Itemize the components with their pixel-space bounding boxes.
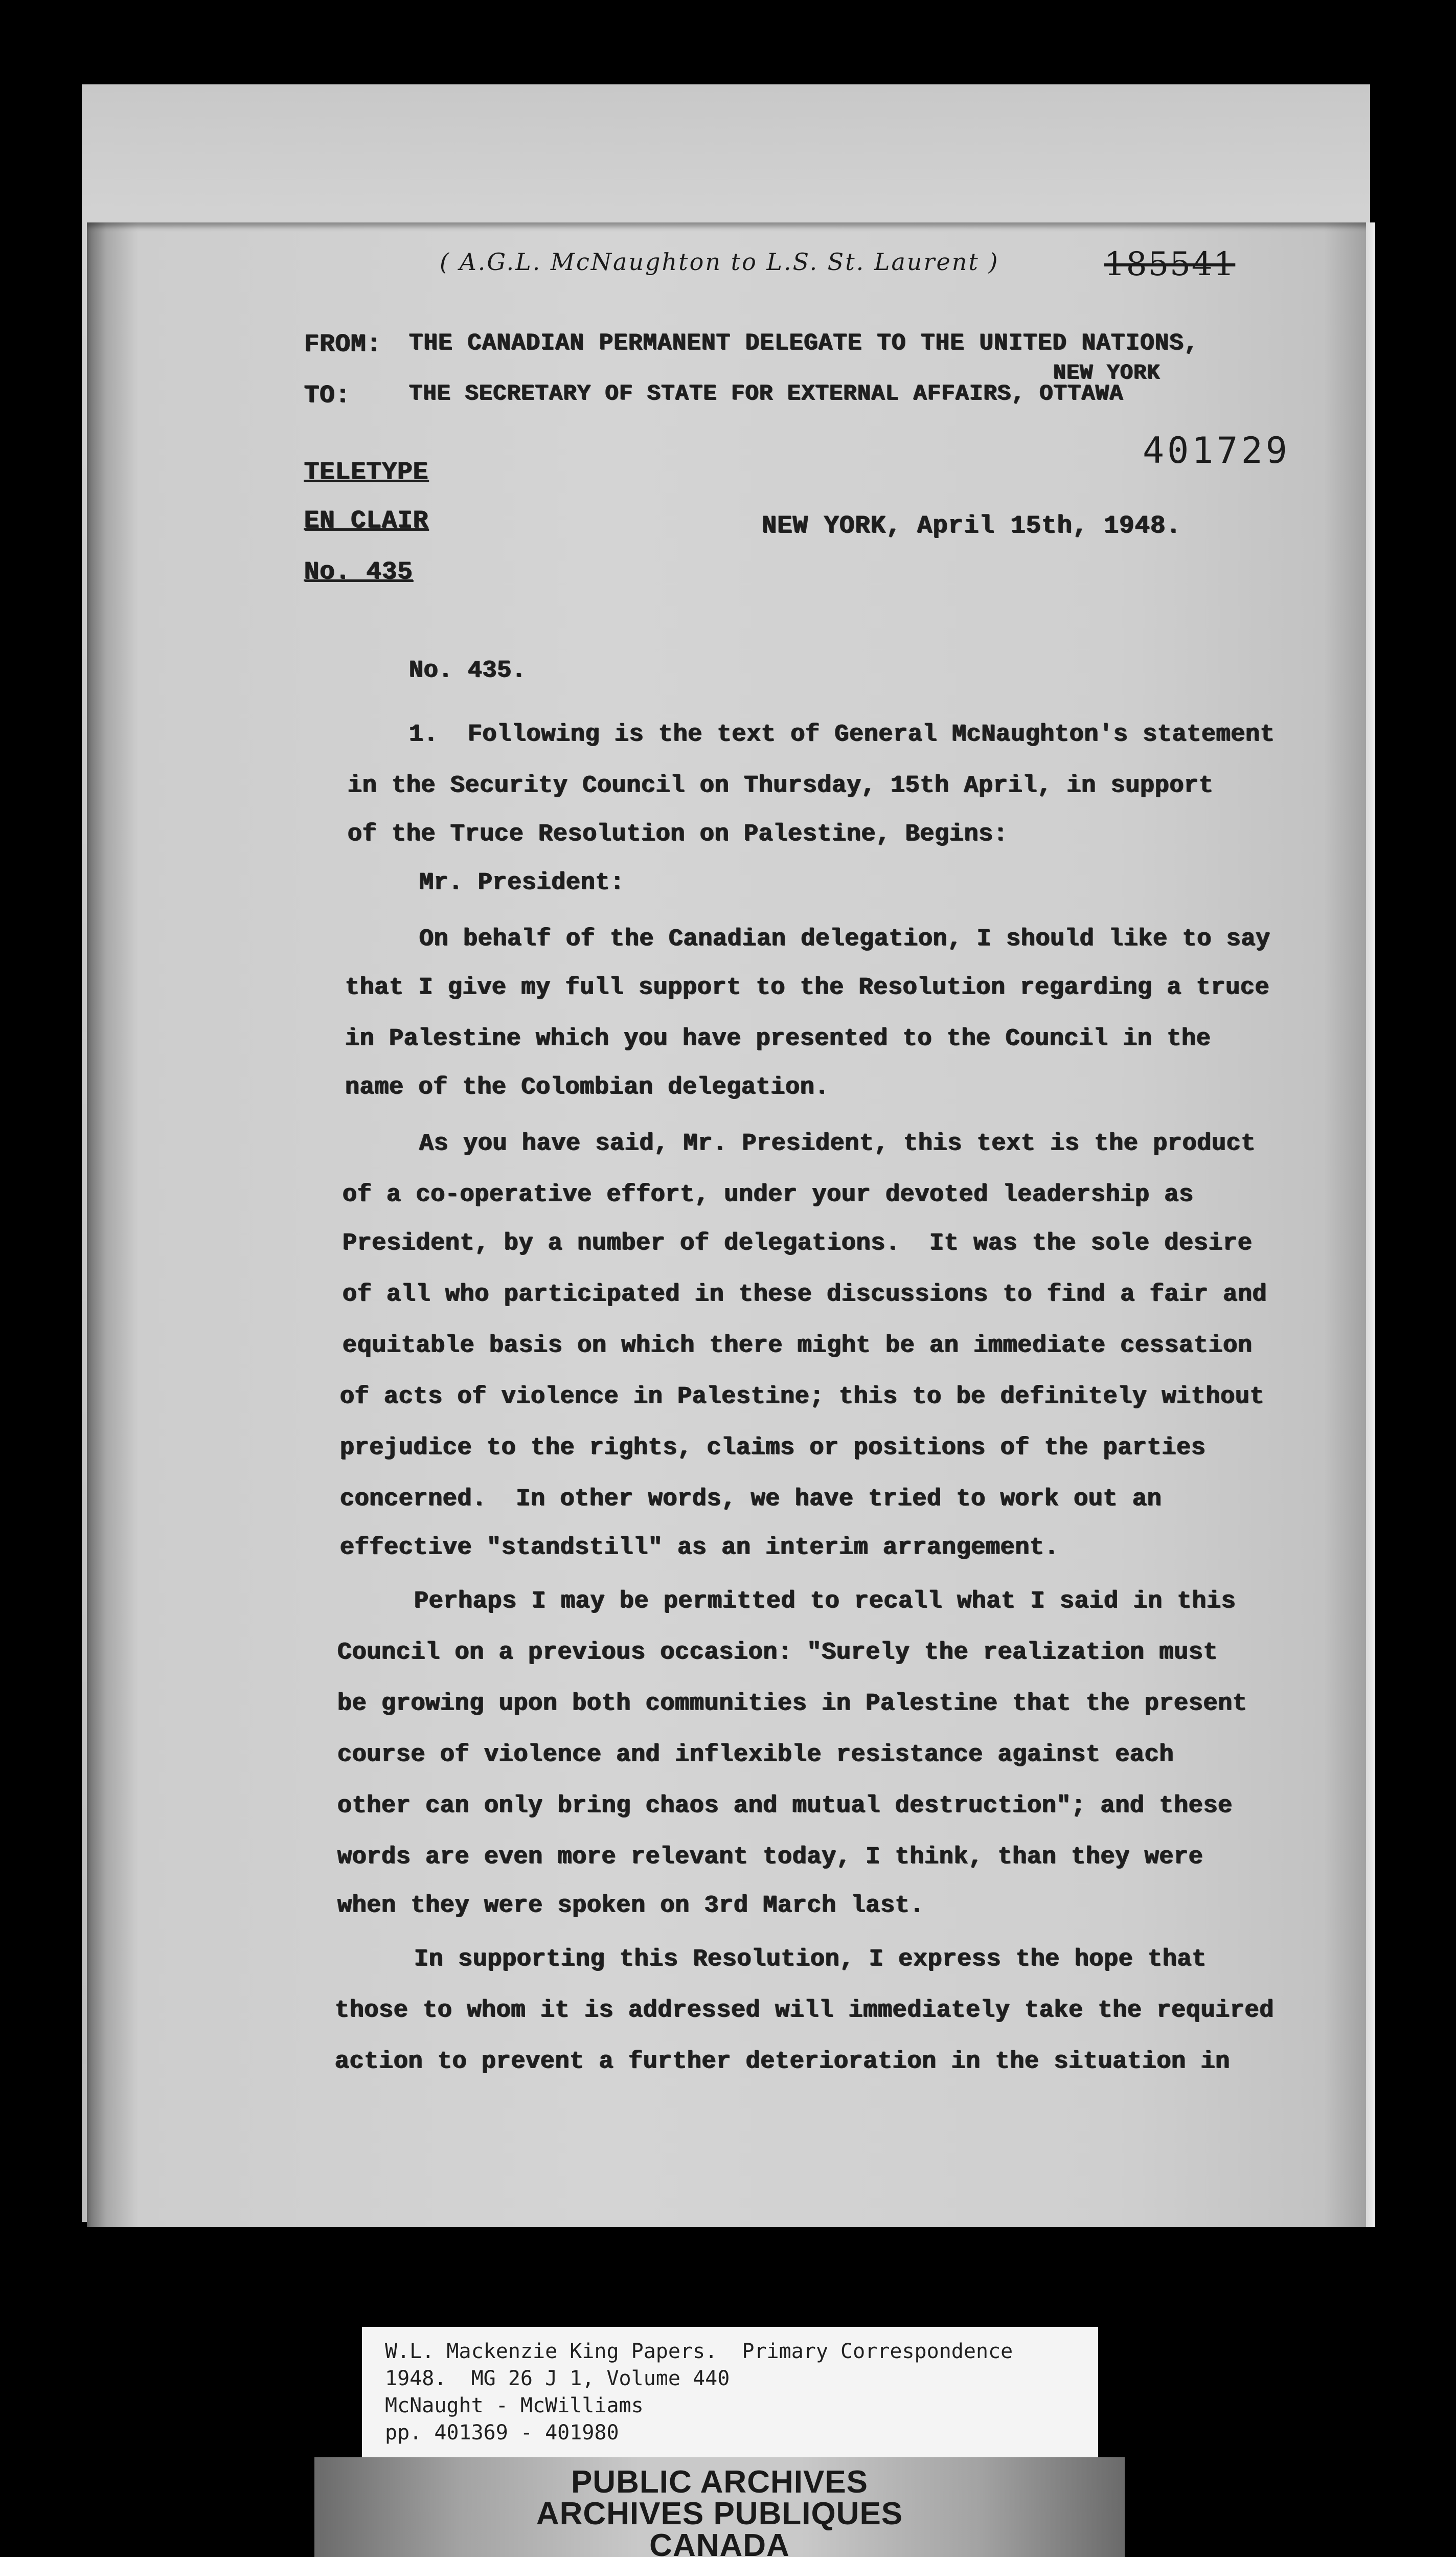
body-line: In supporting this Resolution, I express the hope that [414,1946,1207,1973]
from-text: THE CANADIAN PERMANENT DELEGATE TO THE UNITED NATIONS, [409,330,1199,356]
body-line: of all who participated in these discussions to find a fair and [343,1281,1267,1308]
body-line: of the Truce Resolution on Palestine, Begins: [348,821,1008,848]
body-line: name of the Colombian delegation. [345,1074,830,1101]
body-line: prejudice to the rights, claims or positions of the parties [340,1434,1206,1462]
archive-page-number: 401729 [1143,430,1290,472]
card-pages-line: pp. 401369 - 401980 [385,2421,619,2444]
stamp-line-french: ARCHIVES PUBLIQUES [536,2496,903,2531]
body-line: 1. Following is the text of General McNaughton's statement [409,721,1275,748]
card-range-line: McNaught - McWilliams [385,2394,644,2417]
card-volume-line: 1948. MG 26 J 1, Volume 440 [385,2367,730,2390]
body-line: of acts of violence in Palestine; this to be definitely without [340,1383,1265,1410]
message-number-label: No. 435 [304,557,413,586]
body-line: Perhaps I may be permitted to recall what I said in this [414,1588,1236,1615]
struck-file-number: 185541 [1104,245,1236,283]
body-line: those to whom it is addressed will immediately take the required [335,1997,1275,2024]
body-line: As you have said, Mr. President, this text is the product [419,1130,1256,1157]
handwritten-note: ( A.G.L. McNaughton to L.S. St. Laurent ) [440,248,999,276]
body-line: concerned. In other words, we have tried to work out an [340,1486,1162,1513]
stamp-line-english: PUBLIC ARCHIVES [571,2464,869,2500]
body-line: No. 435. [409,657,527,684]
body-line: of a co-operative effort, under your devoted leadership as [343,1181,1194,1208]
en-clair-label: EN CLAIR [304,506,429,535]
body-line: President, by a number of delegations. It was the sole desire [343,1230,1253,1257]
body-line: words are even more relevant today, I think, than they were [337,1844,1203,1871]
body-line: Mr. President: [419,869,625,896]
body-line: in the Security Council on Thursday, 15th April, in support [348,772,1214,799]
body-line: in Palestine which you have presented to the Council in the [345,1025,1211,1052]
body-line: course of violence and inflexible resistance against each [337,1741,1174,1768]
body-line: other can only bring chaos and mutual destruction"; and these [337,1792,1233,1820]
body-line: when they were spoken on 3rd March last. [337,1892,925,1919]
to-label: TO: [304,381,351,410]
teletype-label: TELETYPE [304,458,429,486]
body-line: equitable basis on which there might be an immediate cessation [343,1332,1253,1359]
public-archives-stamp [314,2457,1125,2557]
body-line: that I give my full support to the Resolution regarding a truce [345,974,1270,1001]
body-line: action to prevent a further deterioration in the situation in [335,2048,1230,2075]
stamp-line-country: CANADA [649,2528,790,2557]
telegram-sheet [87,222,1375,2227]
body-line: Council on a previous occasion: "Surely the realization must [337,1639,1218,1666]
to-text: THE SECRETARY OF STATE FOR EXTERNAL AFFAIRS, OTTAWA [409,381,1124,407]
place-date: NEW YORK, April 15th, 1948. [762,511,1181,540]
from-location: NEW YORK [1053,361,1161,385]
body-line: effective "standstill" as an interim arrangement. [340,1534,1059,1561]
sheet-edge [1366,222,1375,2227]
body-line: be growing upon both communities in Palestine that the present [337,1690,1247,1717]
body-line: On behalf of the Canadian delegation, I should like to say [419,926,1270,953]
from-label: FROM: [304,330,382,358]
card-collection-line: W.L. Mackenzie King Papers. Primary Correspondence [385,2340,1013,2363]
